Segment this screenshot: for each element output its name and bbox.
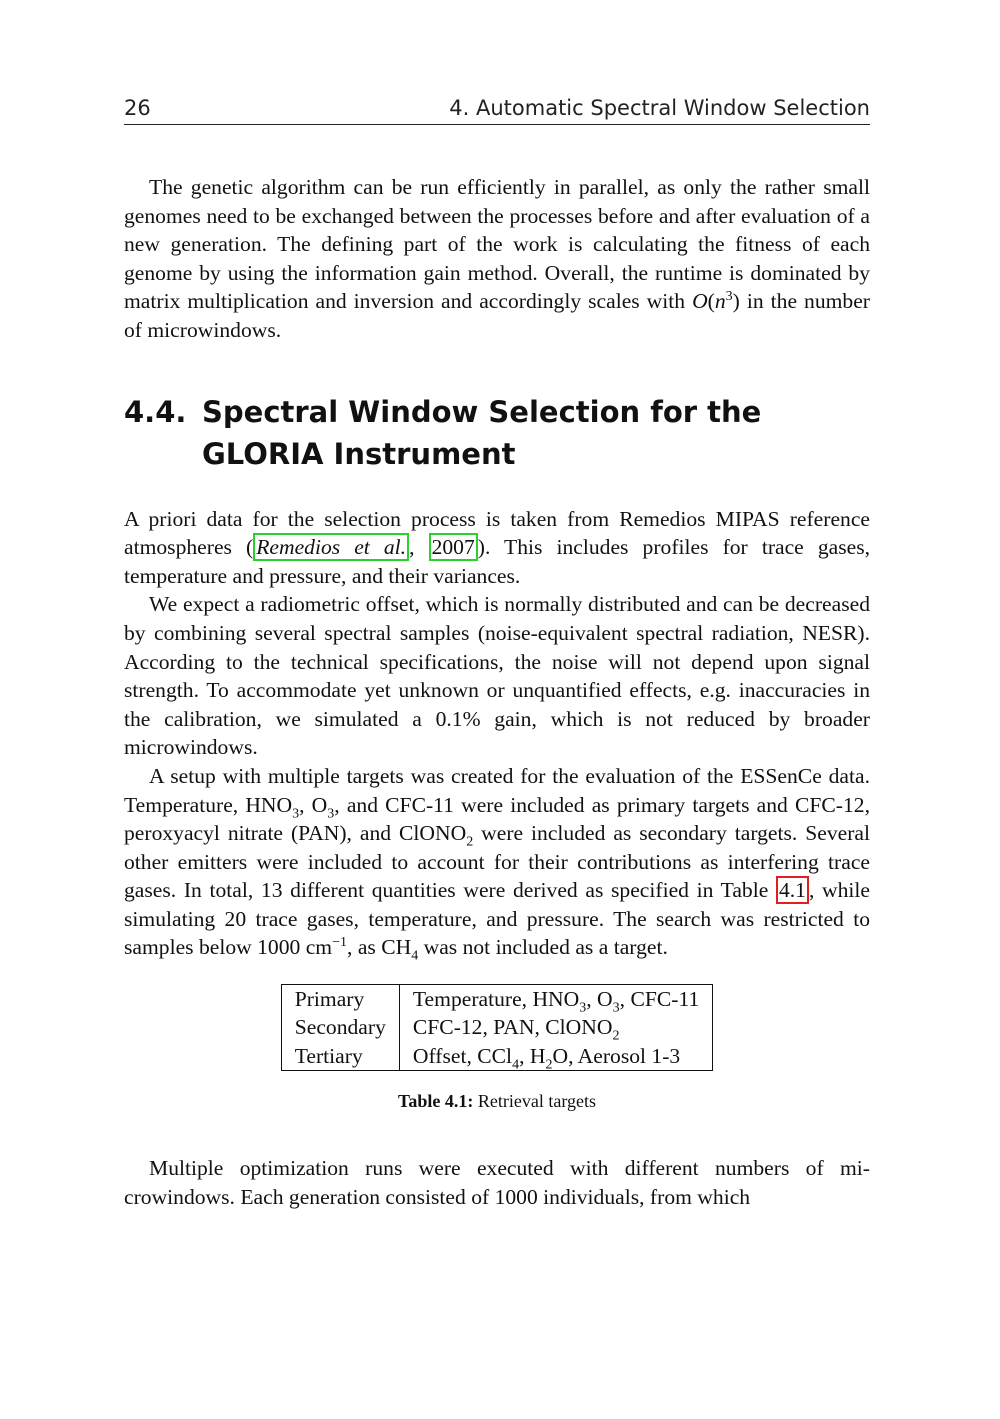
complexity-symbol: O	[692, 289, 708, 314]
page	[124, 96, 870, 1211]
paragraph-text: in the number of microwindows.	[124, 289, 870, 342]
paragraph-text: The genetic algorithm can be run efficiently in parallel, as only the rather small genomes need to be exchanged between the processes before and after evaluation of a new generation. The defining part of the work is calculating the fitness of each genome by using the information gain method. Overall, the runtime is dominated by matrix multiplication and inversion and accordingly scales with	[124, 175, 870, 314]
subscript: 3	[579, 1000, 587, 1016]
section-title	[202, 391, 870, 475]
paragraph-optimization-runs: Multiple optimization runs were executed with different numbers of microwindows. Each generation consisted of 1000 individuals, from which	[124, 1156, 870, 1209]
paragraph-text: , O	[299, 792, 328, 817]
paragraph-text: , while simulating 20 trace gases, temperature, and pressure. The search was restricted to samples below 1000 cm	[124, 878, 870, 960]
page-number: 26	[124, 96, 151, 120]
target-quantities	[399, 1013, 712, 1044]
section-title-line-2: GLORIA Instrument	[202, 436, 516, 471]
section-number: 4.4.	[124, 394, 187, 429]
paragraph-text: was not included as a target.	[418, 935, 668, 960]
table-row	[281, 1042, 713, 1071]
paragraph-setup-targets	[124, 762, 870, 962]
paragraph-text: , as CH	[347, 935, 412, 960]
subscript: 3	[292, 805, 300, 821]
section-heading	[124, 391, 870, 475]
subscript: 3	[327, 805, 335, 821]
target-category: Primary	[281, 985, 399, 1014]
paragraph-text: A priori data for the selection process is taken from Remedios MIPAS reference atmospheres (	[124, 506, 870, 560]
quantity-text: Offset, CCl	[412, 1043, 513, 1068]
target-category: Secondary	[281, 1013, 399, 1041]
subscript: 3	[612, 1000, 620, 1016]
table-row	[281, 1013, 713, 1041]
subscript: 2	[466, 834, 474, 850]
retrieval-targets-table	[281, 984, 714, 1071]
chapter-title: 4. Automatic Spectral Window Selection	[449, 96, 870, 120]
target-quantities	[399, 1042, 712, 1071]
paragraph-text: A setup with multiple targets was created for the evaluation of the ESSenCe data. Temperature, HNO	[124, 763, 870, 817]
table-caption	[124, 1091, 870, 1112]
section-title-line-1: Spectral Window Selection for the	[202, 394, 762, 429]
table-row	[281, 985, 713, 1014]
citation-link-year[interactable]: 2007	[429, 533, 478, 561]
subscript: 2	[545, 1057, 553, 1073]
paragraph-text: ). This includes profiles for trace gases, temperature and pressure, and their variances.	[124, 535, 871, 588]
quantity-text: O, Aerosol 1-3	[552, 1043, 681, 1068]
complexity-variable: n	[714, 289, 726, 314]
citation-separator: ,	[409, 535, 429, 560]
paragraph-genetic-algorithm: The genetic algorithm can be run efficiently in parallel, as only the rather small genomes need to be exchanged between the processes before and after evaluation of a new generation. The defining part of the work is calculating the fitness of each genome by using the information gain method. Overall, the runtime is dominated by matrix multiplication and inversion and accordingly scales with $O(n^3)$ in the number of microwindows.	[124, 175, 870, 342]
caption-label: Table 4.1:	[398, 1091, 474, 1112]
subscript: 4	[512, 1057, 520, 1073]
superscript: −1	[332, 935, 348, 951]
paragraph-radiometric-offset: We expect a radiometric offset, which is normally distributed and can be decreased by combining several spectral samples (noise-equivalent spectral radiation, NESR). According to the technical specifications, the noise will not depend upon signal strength. To accommodate yet unknown or unquantified effects, e.g. inaccuracies in the calibration, we simulated a 0.1% gain, which is not reduced by broader microwindows.	[124, 592, 870, 760]
subscript: 2	[612, 1028, 620, 1044]
paragraph-text: , and CFC-11 were included as primary targets and CFC-12, peroxyacyl nitrate (PAN), and ClONO	[124, 792, 870, 846]
citation-link-authors[interactable]: Remedios et al.	[253, 533, 409, 561]
quantity-text: Temperature, HNO	[412, 987, 580, 1012]
paragraph-text: were included as secondary targets. Several other emitters were included to account for their contributions as interfering trace gases. In total, 13 different quantities were derived as specified in Table	[124, 821, 870, 903]
table-reference-link[interactable]: 4.1	[776, 876, 809, 904]
quantity-text: , O	[586, 987, 613, 1012]
quantity-text: , H	[519, 1043, 546, 1068]
quantity-text: , CFC-11	[619, 987, 700, 1012]
running-header	[124, 96, 870, 125]
quantity-text: CFC-12, PAN, ClONO	[412, 1015, 613, 1040]
target-quantities	[399, 985, 712, 1014]
paragraph-a-priori	[124, 505, 870, 591]
target-category: Tertiary	[281, 1042, 399, 1071]
caption-text: Retrieval targets	[473, 1091, 596, 1112]
table-container	[124, 984, 870, 1071]
complexity-exponent: 3	[725, 289, 733, 305]
subscript: 4	[411, 948, 419, 964]
